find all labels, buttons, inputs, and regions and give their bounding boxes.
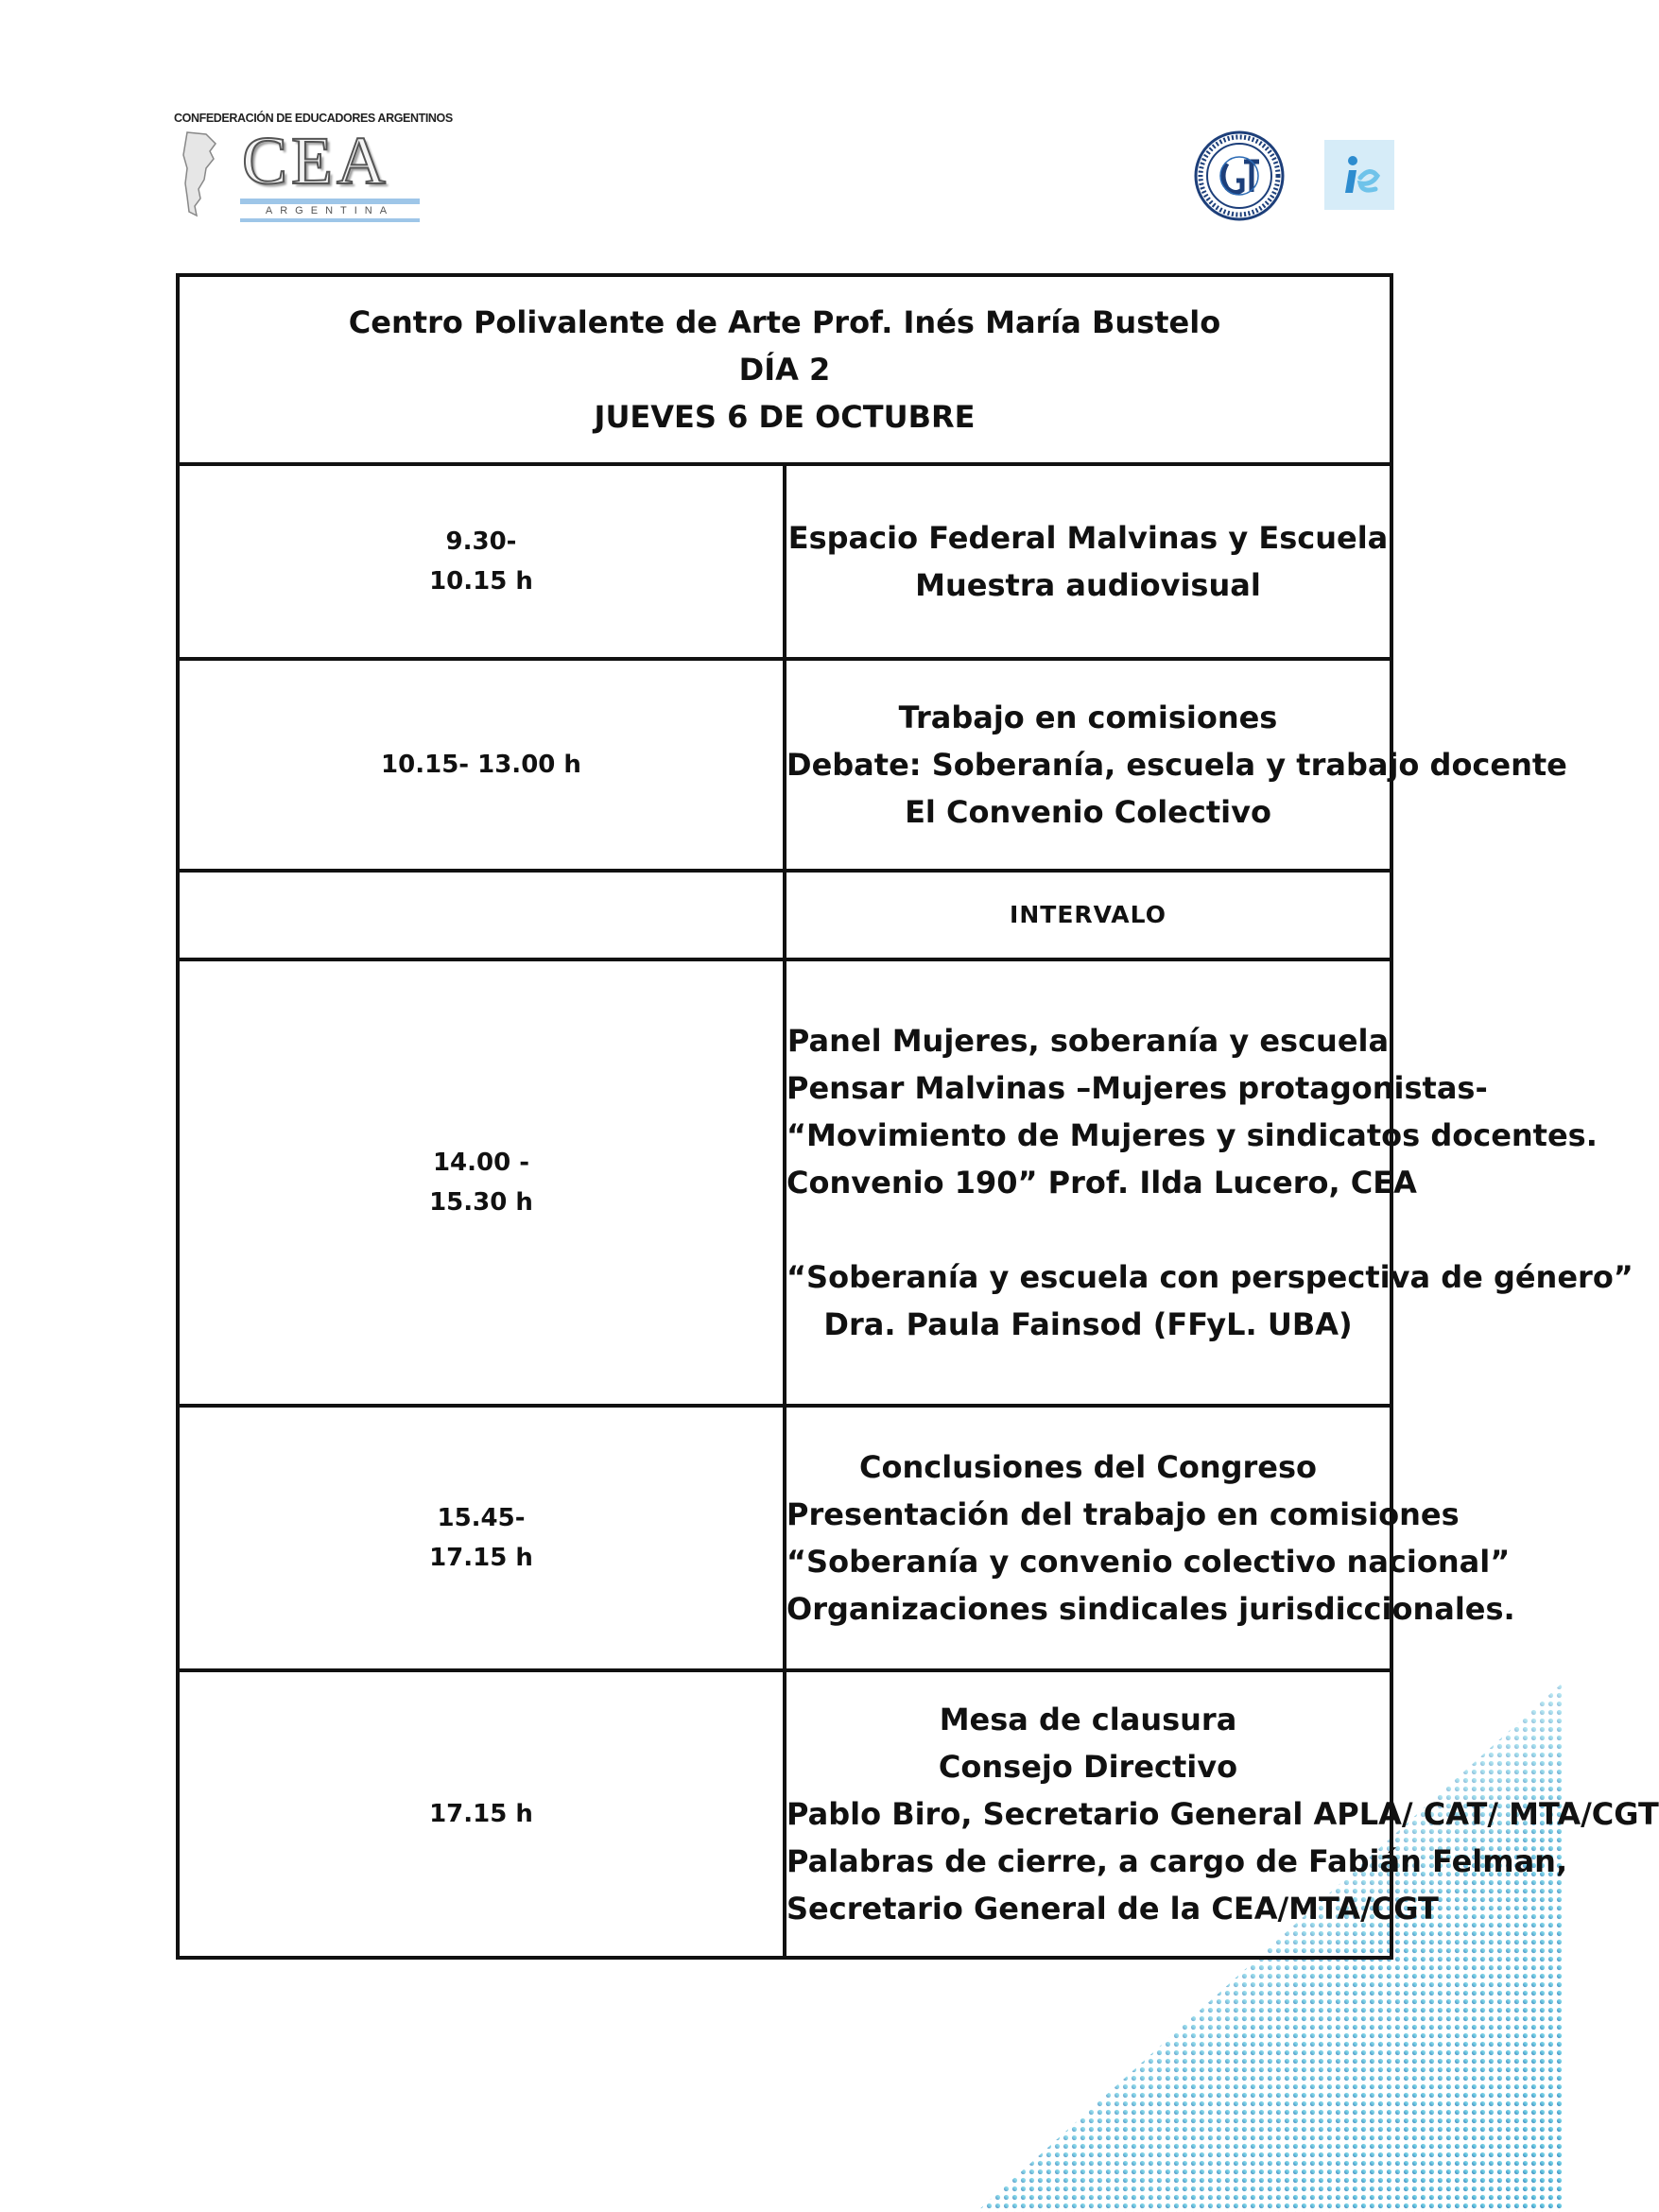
time-text: 15.30 h [429,1188,533,1217]
activity-text: Consejo Directivo [938,1749,1238,1785]
time-text: 17.15 h [429,1544,533,1572]
cea-logo [174,112,453,221]
intervalo-cell [785,871,1391,959]
time-cell [178,464,785,659]
activity-text: El Convenio Colectivo [905,794,1271,830]
schedule-header-row [178,275,1391,464]
time-text: 10.15 h [429,567,533,596]
cea-logo-stripe-bottom [240,218,420,222]
time-text: 9.30- [445,527,517,556]
activity-text: “Soberanía y convenio colectivo nacional” [786,1544,1511,1580]
activity-text: Palabras de cierre, a cargo de Fabián Felman, [786,1843,1568,1879]
schedule-table [176,273,1659,1960]
cea-logo-country: ARGENTINA [265,205,395,216]
time-cell-empty [178,871,785,959]
time-text: 14.00 - [432,1149,530,1177]
activity-text: Secretario General de la CEA/MTA/CGT [786,1891,1439,1927]
schedule-header [178,275,1391,464]
date-title: JUEVES 6 DE OCTUBRE [594,399,976,435]
activity-text: Mesa de clausura [939,1702,1237,1737]
time-cell [178,1670,785,1958]
intervalo-text: INTERVALO [1010,901,1166,928]
venue-title: Centro Polivalente de Arte Prof. Inés María Bustelo [348,304,1221,340]
argentina-map-icon [178,130,231,217]
time-cell [178,959,785,1406]
activity-text: Convenio 190” Prof. Ilda Lucero, CEA [786,1165,1417,1201]
time-text: 10.15- 13.00 h [381,751,581,779]
cgt-seal-icon [1193,130,1286,222]
cea-logo-letters: CEA [242,123,389,199]
activity-text: Debate: Soberanía, escuela y trabajo docente [786,747,1567,783]
activity-cell [785,959,1633,1406]
activity-cell [785,1406,1515,1670]
activity-text: Muestra audiovisual [915,567,1261,603]
activity-text: Presentación del trabajo en comisiones [786,1496,1460,1532]
activity-text: “Movimiento de Mujeres y sindicatos docentes. [786,1117,1598,1153]
activity-text: Organizaciones sindicales jurisdiccionales. [786,1591,1515,1627]
day-title: DÍA 2 [738,352,831,388]
table-row [178,871,1391,959]
activity-text: “Soberanía y escuela con perspectiva de género” [786,1259,1633,1295]
table-row [178,1406,1391,1670]
activity-text: Espacio Federal Malvinas y Escuela [787,520,1389,556]
time-cell [178,659,785,871]
table-row [178,959,1391,1406]
cea-logo-stripe [240,199,420,204]
ie-logo-icon [1324,140,1394,210]
activity-cell [785,1670,1659,1958]
activity-text: Conclusiones del Congreso [858,1449,1318,1485]
time-cell [178,1406,785,1670]
table-row [178,464,1391,659]
activity-text: Panel Mujeres, soberanía y escuela [786,1023,1390,1059]
line-gap [786,1206,1390,1253]
activity-cell [785,659,1567,871]
table-row [178,1670,1391,1958]
activity-text: Pensar Malvinas –Mujeres protagonistas- [786,1070,1488,1106]
time-text: 15.45- [437,1504,526,1532]
activity-text: Trabajo en comisiones [898,700,1278,735]
time-text: 17.15 h [429,1800,533,1828]
activity-text: Pablo Biro, Secretario General APLA/ CAT/ MTA/CGT [786,1796,1659,1832]
activity-text: Dra. Paula Fainsod (FFyL. UBA) [823,1306,1353,1342]
table-row [178,659,1391,871]
activity-cell [785,464,1391,659]
cea-logo-caption: CONFEDERACIÓN DE EDUCADORES ARGENTINOS [174,112,453,125]
